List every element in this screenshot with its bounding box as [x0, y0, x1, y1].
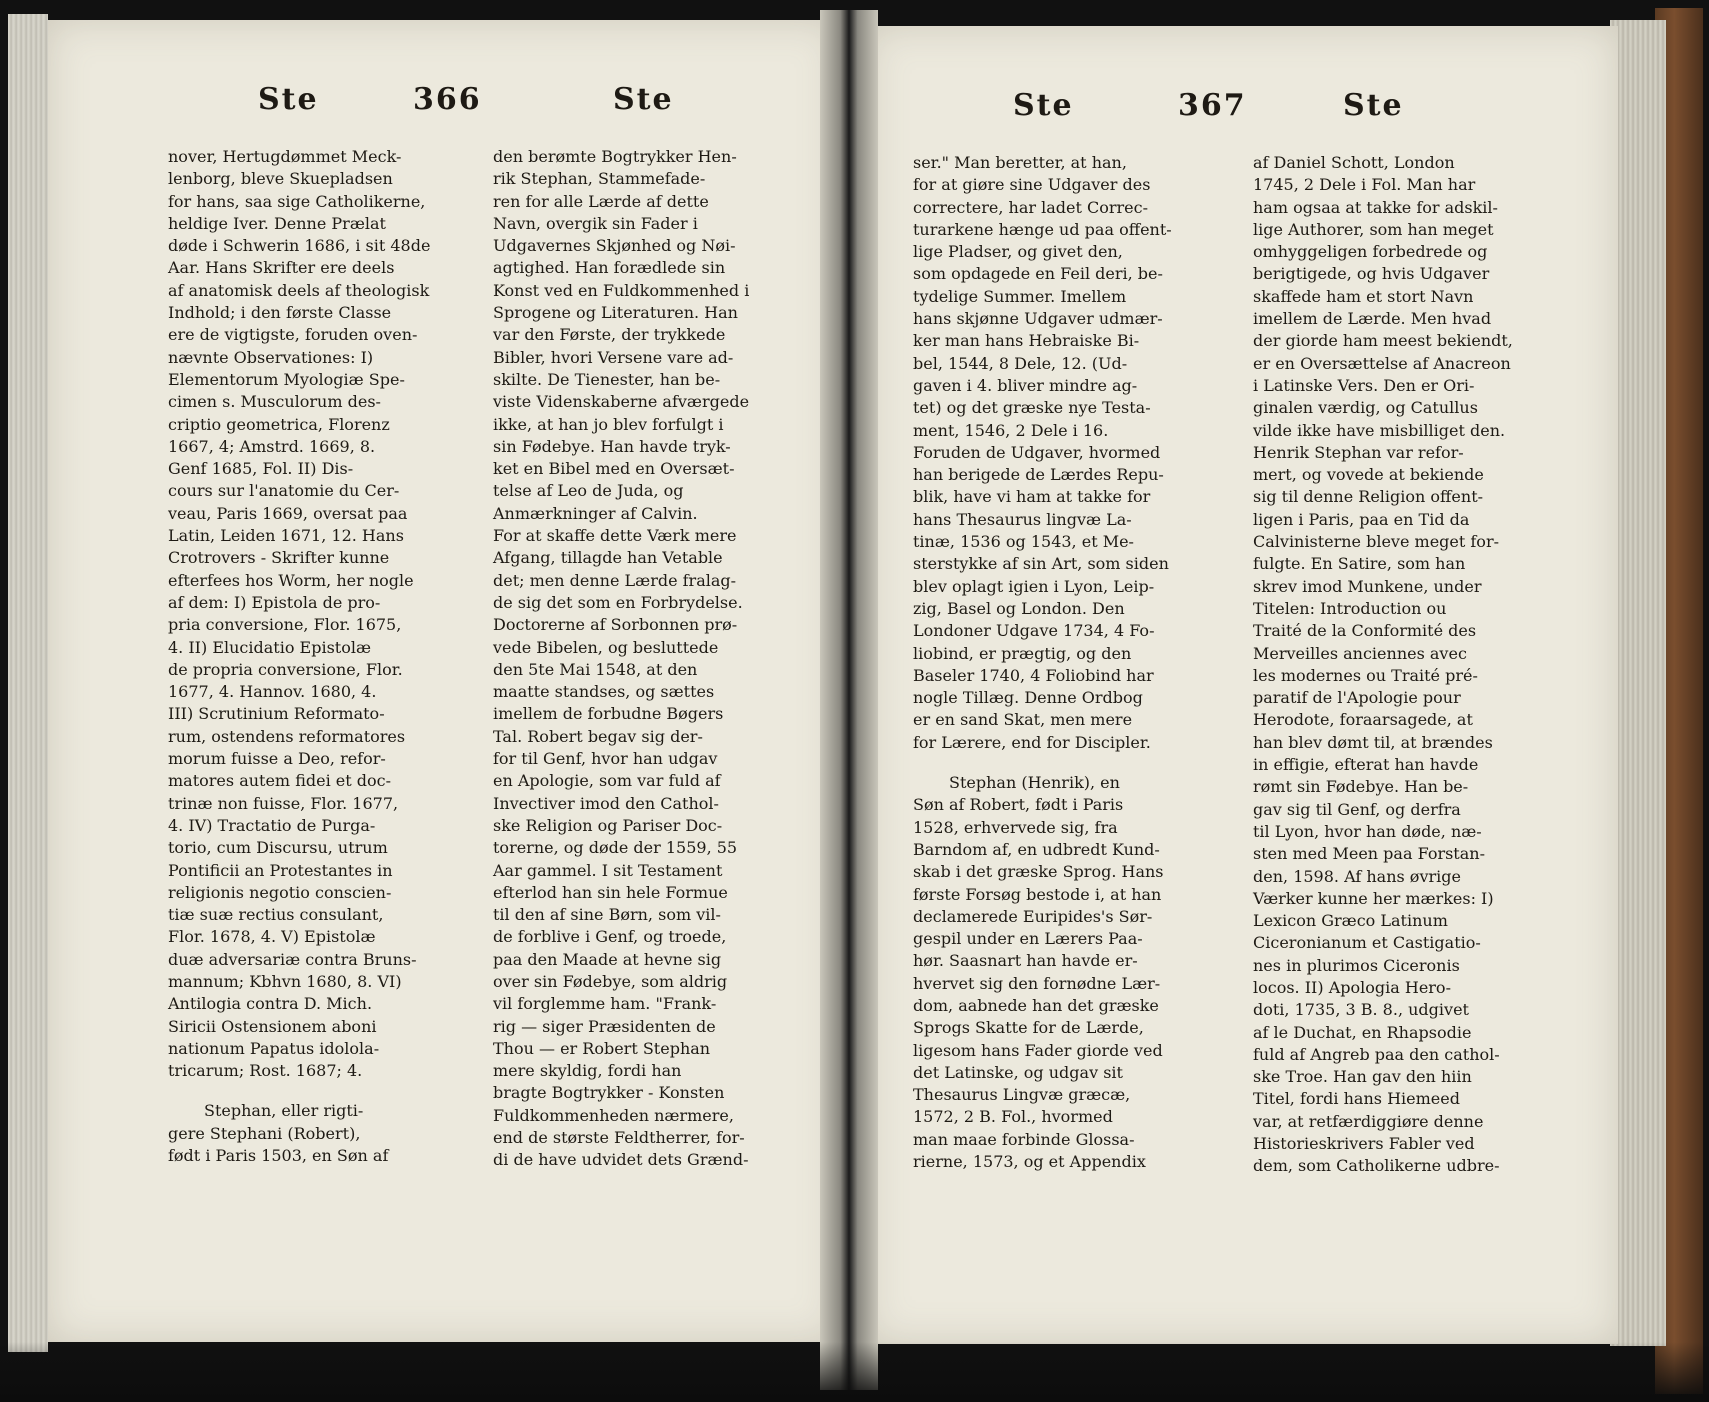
text-line: blik, have vi ham at takke for — [913, 487, 1151, 507]
text-line: Aar. Hans Skrifter ere deels — [168, 258, 395, 278]
text-line: 1745, 2 Dele i Fol. Man har — [1253, 175, 1476, 195]
text-line: berigtigede, og hvis Udgaver — [1253, 264, 1490, 284]
entry-text-line: hør. Saasnart han havde er- — [913, 951, 1138, 971]
text-line: Crotrovers - Skrifter kunne — [168, 548, 390, 568]
right-page-column-1 — [913, 152, 1231, 1173]
text-line: der giorde ham meest bekiendt, — [1253, 331, 1513, 351]
text-line: lige Authorer, som han meget — [1253, 219, 1494, 239]
text-line: Calvinisterne bleve meget for- — [1253, 532, 1499, 552]
text-line: zig, Basel og London. Den — [913, 598, 1125, 618]
entry-text-line: Stephan (Henrik), en — [949, 773, 1120, 793]
text-line: var den Første, der trykkede — [493, 325, 726, 345]
entry-text-line: dom, aabnede han det græske — [913, 995, 1159, 1015]
text-line: maatte standses, og sættes — [493, 682, 715, 702]
text-line: liobind, er prægtig, og den — [913, 643, 1132, 663]
text-line: rik Stephan, Stammefade- — [493, 169, 706, 189]
text-line: paratif de l'Apologie pour — [1253, 688, 1461, 708]
text-line: var, at retfærdiggiøre denne — [1253, 1111, 1484, 1131]
text-line: han blev dømt til, at brændes — [1253, 732, 1493, 752]
text-line: Tal. Robert begav sig der- — [493, 726, 703, 746]
text-line: Latin, Leiden 1671, 12. Hans — [168, 526, 404, 546]
text-line: tydelige Summer. Imellem — [913, 286, 1127, 306]
entry-text-line: 1572, 2 B. Fol., hvormed — [913, 1107, 1113, 1127]
page-stack-left — [8, 14, 48, 1352]
text-line: skaffede ham et stort Navn — [1253, 286, 1474, 306]
text-line: ket en Bibel med en Oversæt- — [493, 459, 735, 479]
text-line: Fuldkommenheden nærmere, — [493, 1105, 734, 1125]
text-line: Invectiver imod den Cathol- — [493, 793, 719, 813]
entry-text-line: Stephan, eller rigti- — [204, 1101, 364, 1121]
text-line: Flor. 1678, 4. V) Epistolæ — [168, 927, 376, 947]
text-line: tet) og det græske nye Testa- — [913, 398, 1151, 418]
page-stack-right — [1610, 20, 1666, 1346]
text-line: ren for alle Lærde af dette — [493, 191, 709, 211]
text-line: ment, 1546, 2 Dele i 16. — [913, 420, 1109, 440]
text-line: i Latinske Vers. Den er Ori- — [1253, 375, 1475, 395]
text-line: ginalen værdig, og Catullus — [1253, 398, 1478, 418]
text-line: sin Fødebye. Han havde tryk- — [493, 436, 731, 456]
entry-text-line: rierne, 1573, og et Appendix — [913, 1152, 1146, 1172]
text-line: hans Thesaurus lingvæ La- — [913, 509, 1132, 529]
text-line: af le Duchat, en Rhapsodie — [1253, 1022, 1472, 1042]
right-page-column-2 — [1253, 152, 1571, 1178]
text-line: er en Oversættelse af Anacreon — [1253, 353, 1511, 373]
text-line: Merveilles anciennes avec — [1253, 643, 1467, 663]
text-line: tiæ suæ rectius consulant, — [168, 905, 384, 925]
text-line: blev oplagt igien i Lyon, Leip- — [913, 576, 1155, 596]
text-line: telse af Leo de Juda, og — [493, 481, 684, 501]
text-line: rig — siger Præsidenten de — [493, 1016, 716, 1036]
text-line: Udgavernes Skjønhed og Nøi- — [493, 236, 736, 256]
text-line: Elementorum Myologiæ Spe- — [168, 369, 405, 389]
text-line: nationum Papatus idolola- — [168, 1038, 380, 1058]
text-line: in effigie, efterat han havde — [1253, 755, 1479, 775]
text-line: Genf 1685, Fol. II) Dis- — [168, 459, 354, 479]
text-line: for til Genf, hvor han udgav — [493, 749, 718, 769]
text-line: for hans, saa sige Catholikerne, — [168, 191, 426, 211]
text-line: Ciceronianum et Castigatio- — [1253, 933, 1481, 953]
text-line: ske Religion og Pariser Doc- — [493, 815, 723, 835]
text-line: lige Pladser, og givet den, — [913, 242, 1123, 262]
left-page-header-right-word: Ste — [613, 82, 674, 117]
text-line: til den af sine Børn, som vil- — [493, 905, 721, 925]
text-line: ham ogsaa at takke for adskil- — [1253, 197, 1498, 217]
text-line: morum fuisse a Deo, refor- — [168, 749, 386, 769]
text-line: rømt sin Fødebye. Han be- — [1253, 777, 1469, 797]
text-line: ske Troe. Han gav den hiin — [1253, 1067, 1472, 1087]
text-line: Siricii Ostensionem aboni — [168, 1016, 377, 1036]
text-line: skrev imod Munkene, under — [1253, 576, 1482, 596]
text-line: Indhold; i den første Classe — [168, 303, 392, 323]
text-line: di de have udvidet dets Grænd- — [493, 1150, 749, 1170]
text-line: vilde ikke have misbilliget den. — [1253, 420, 1506, 440]
text-line: gav sig til Genf, og derfra — [1253, 799, 1461, 819]
text-line: pria conversione, Flor. 1675, — [168, 615, 402, 635]
entry-text-line: Thesaurus Lingvæ græcæ, — [913, 1085, 1131, 1105]
text-line: en Apologie, som var fuld af — [493, 771, 721, 791]
left-page-column-1 — [168, 146, 483, 1167]
text-line: Thou — er Robert Stephan — [493, 1038, 711, 1058]
text-line: nogle Tillæg. Denne Ordbog — [913, 688, 1143, 708]
text-line: den berømte Bogtrykker Hen- — [493, 147, 737, 166]
text-line: Historieskrivers Fabler ved — [1253, 1134, 1475, 1154]
text-line: nes in plurimos Ciceronis — [1253, 955, 1460, 975]
text-line: 1667, 4; Amstrd. 1669, 8. — [168, 436, 376, 456]
text-line: nover, Hertugdømmet Meck- — [168, 147, 402, 166]
text-line: af anatomisk deels af theologisk — [168, 280, 430, 300]
text-line: fulgte. En Satire, som han — [1253, 554, 1466, 574]
text-line: paa den Maade at hevne sig — [493, 949, 722, 969]
text-line: veau, Paris 1669, oversat paa — [168, 503, 408, 523]
text-line: Titel, fordi hans Hiemeed — [1253, 1089, 1460, 1109]
text-line: ker man hans Hebraiske Bi- — [913, 331, 1140, 351]
text-line: imellem de forbudne Bøgers — [493, 704, 724, 724]
left-page-header-left-word: Ste — [258, 82, 319, 117]
text-line: Baseler 1740, 4 Foliobind har — [913, 665, 1154, 685]
text-line: Pontificii an Protestantes in — [168, 860, 393, 880]
entry-text-line: gespil under en Lærers Paa- — [913, 929, 1143, 949]
text-line: de propria conversione, Flor. — [168, 659, 403, 679]
text-line: viste Videnskaberne afværgede — [493, 392, 750, 412]
text-line: trinæ non fuisse, Flor. 1677, — [168, 793, 399, 813]
entry-text-line: Sprogs Skatte for de Lærde, — [913, 1018, 1144, 1038]
text-line: For at skaffe dette Værk mere — [493, 526, 737, 546]
text-line: Navn, overgik sin Fader i — [493, 213, 698, 233]
text-line: af dem: I) Epistola de pro- — [168, 592, 381, 612]
text-line: tinæ, 1536 og 1543, et Me- — [913, 532, 1134, 552]
entry-text-line: Søn af Robert, født i Paris — [913, 795, 1124, 815]
text-line: religionis negotio conscien- — [168, 882, 392, 902]
text-line: 1677, 4. Hannov. 1680, 4. — [168, 682, 377, 702]
text-line: Værker kunne her mærkes: I) — [1253, 888, 1494, 908]
right-page-header-right-word: Ste — [1343, 88, 1404, 123]
text-line: agtighed. Han forædlede sin — [493, 258, 726, 278]
entry-text-line: 1528, erhvervede sig, fra — [913, 817, 1118, 837]
text-line: Londoner Udgave 1734, 4 Fo- — [913, 621, 1155, 641]
entry-text-line: det Latinske, og udgav sit — [913, 1062, 1123, 1082]
text-line: Anmærkninger af Calvin. — [493, 503, 698, 523]
text-line: Henrik Stephan var refor- — [1253, 442, 1464, 462]
entry-gap — [168, 1082, 483, 1100]
text-line: ere de vigtigste, foruden oven- — [168, 325, 418, 345]
text-line: 4. II) Elucidatio Epistolæ — [168, 637, 372, 657]
right-page-header-left-word: Ste — [1013, 88, 1074, 123]
entry-text-line: Barndom af, en udbredt Kund- — [913, 839, 1160, 859]
text-line: cours sur l'anatomie du Cer- — [168, 481, 400, 501]
text-line: gaven i 4. bliver mindre ag- — [913, 375, 1138, 395]
text-line: hans skjønne Udgaver udmær- — [913, 309, 1163, 329]
text-line: correctere, har ladet Correc- — [913, 197, 1148, 217]
text-line: mere skyldig, fordi han — [493, 1061, 682, 1081]
text-line: sterstykke af sin Art, som siden — [913, 554, 1169, 574]
book-gutter — [820, 10, 878, 1390]
text-line: bragte Bogtrykker - Konsten — [493, 1083, 725, 1103]
text-line: imellem de Lærde. Men hvad — [1253, 309, 1492, 329]
text-line: matores autem fidei et doc- — [168, 771, 391, 791]
right-page-number: 367 — [1178, 88, 1247, 123]
text-line: III) Scrutinium Reformato- — [168, 704, 385, 724]
text-line: vil forglemme ham. "Frank- — [493, 994, 717, 1014]
entry-text-line: hvervet sig den fornødne Lær- — [913, 973, 1161, 993]
text-line: ligen i Paris, paa en Tid da — [1253, 509, 1470, 529]
text-line: rum, ostendens reformatores — [168, 726, 406, 746]
entry-text-line: født i Paris 1503, en Søn af — [168, 1146, 389, 1166]
text-line: turarkene hænge ud paa offent- — [913, 219, 1172, 239]
text-line: torio, cum Discursu, utrum — [168, 838, 388, 858]
entry-gap — [913, 754, 1231, 772]
text-line: criptio geometrica, Florenz — [168, 414, 390, 434]
text-line: heldige Iver. Denne Prælat — [168, 213, 386, 233]
text-line: mannum; Kbhvn 1680, 8. VI) — [168, 971, 402, 991]
entry-text-line: ligesom hans Fader giorde ved — [913, 1040, 1163, 1060]
text-line: døde i Schwerin 1686, i sit 48de — [168, 236, 431, 256]
text-line: skilte. De Tienester, han be- — [493, 369, 721, 389]
text-line: som opdagede en Feil deri, be- — [913, 264, 1163, 284]
left-page-number: 366 — [413, 82, 482, 117]
text-line: tricarum; Rost. 1687; 4. — [168, 1061, 363, 1081]
text-line: 4. IV) Tractatio de Purga- — [168, 815, 376, 835]
text-line: torerne, og døde der 1559, 55 — [493, 838, 738, 858]
text-line: de forblive i Genf, og troede, — [493, 927, 727, 947]
text-line: den 5te Mai 1548, at den — [493, 659, 698, 679]
text-line: ikke, at han jo blev forfulgt i — [493, 414, 724, 434]
text-line: mert, og vovede at bekiende — [1253, 465, 1484, 485]
text-line: les modernes ou Traité pré- — [1253, 665, 1478, 685]
text-line: for Lærere, end for Discipler. — [913, 732, 1151, 752]
text-line: til Lyon, hvor han døde, næ- — [1253, 821, 1482, 841]
text-line: Lexicon Græco Latinum — [1253, 911, 1448, 931]
text-line: han berigede de Lærdes Repu- — [913, 465, 1164, 485]
text-line: bel, 1544, 8 Dele, 12. (Ud- — [913, 353, 1128, 373]
text-line: de sig det som en Forbrydelse. — [493, 592, 743, 612]
text-line: end de største Feldtherrer, for- — [493, 1128, 745, 1148]
entry-text-line: declamerede Euripides's Sør- — [913, 906, 1153, 926]
text-line: efterlod han sin hele Formue — [493, 882, 728, 902]
text-line: doti, 1735, 3 B. 8., udgivet — [1253, 1000, 1469, 1020]
text-line: over sin Fødebye, som aldrig — [493, 971, 728, 991]
text-line: vede Bibelen, og besluttede — [493, 637, 719, 657]
entry-text-line: gere Stephani (Robert), — [168, 1123, 361, 1143]
text-line: locos. II) Apologia Hero- — [1253, 977, 1451, 997]
text-line: fuld af Angreb paa den cathol- — [1253, 1044, 1500, 1064]
text-line: af Daniel Schott, London — [1253, 153, 1455, 172]
text-line: Doctorerne af Sorbonnen prø- — [493, 615, 738, 635]
text-line: for at giøre sine Udgaver des — [913, 175, 1151, 195]
text-line: lenborg, bleve Skuepladsen — [168, 169, 393, 189]
text-line: sig til denne Religion offent- — [1253, 487, 1484, 507]
text-line: Konst ved en Fuldkommenhed i — [493, 280, 750, 300]
text-line: Bibler, hvori Versene vare ad- — [493, 347, 734, 367]
entry-text-line: skab i det græske Sprog. Hans — [913, 862, 1164, 882]
text-line: Sprogene og Literaturen. Han — [493, 303, 738, 323]
text-line: efterfees hos Worm, her nogle — [168, 570, 414, 590]
text-line: den, 1598. Af hans øvrige — [1253, 866, 1461, 886]
entry-text-line: første Forsøg bestode i, at han — [913, 884, 1162, 904]
text-line: Herodote, foraarsagede, at — [1253, 710, 1473, 730]
text-line: ser." Man beretter, at han, — [913, 153, 1127, 172]
text-line: nævnte Observationes: I) — [168, 347, 374, 367]
text-line: duæ adversariæ contra Bruns- — [168, 949, 417, 969]
text-line: Foruden de Udgaver, hvormed — [913, 442, 1161, 462]
text-line: sten med Meen paa Forstan- — [1253, 844, 1485, 864]
text-line: Titelen: Introduction ou — [1253, 598, 1447, 618]
left-page-column-2 — [493, 146, 819, 1172]
text-line: Afgang, tillagde han Vetable — [493, 548, 723, 568]
bottom-shadow — [0, 1342, 1709, 1402]
text-line: er en sand Skat, men mere — [913, 710, 1133, 730]
text-line: det; men denne Lærde fralag- — [493, 570, 737, 590]
left-page — [48, 20, 838, 1342]
text-line: cimen s. Musculorum des- — [168, 392, 381, 412]
right-page — [868, 26, 1618, 1344]
text-line: Aar gammel. I sit Testament — [493, 860, 723, 880]
text-line: Traité de la Conformité des — [1253, 621, 1477, 641]
text-line: omhyggeligen forbedrede og — [1253, 242, 1488, 262]
text-line: Antilogia contra D. Mich. — [168, 994, 373, 1014]
entry-text-line: man maae forbinde Glossa- — [913, 1129, 1135, 1149]
text-line: dem, som Catholikerne udbre- — [1253, 1156, 1500, 1176]
